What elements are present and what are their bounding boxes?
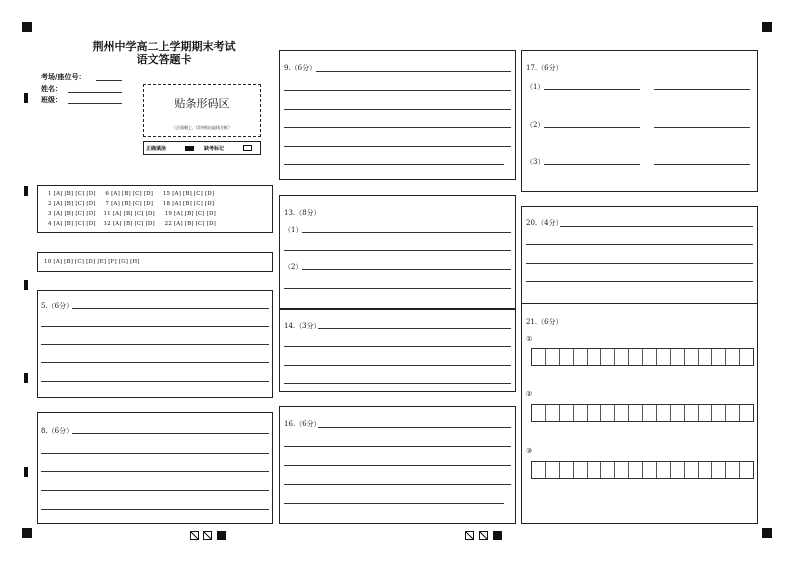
answer-line[interactable] [41, 344, 269, 345]
answer-box-q8 [37, 412, 273, 524]
grid-cell[interactable] [712, 405, 726, 421]
grid-cell[interactable] [740, 405, 753, 421]
choice-row-10[interactable]: 10 [A] [B] [C] [D] [E] [F] [G] [H] [44, 259, 140, 265]
answer-line[interactable] [284, 90, 511, 91]
choice-row[interactable]: 1 [A] [B] [C] [D] 6 [A] [B] [C] [D] 15 [A] [B] [C] [D] [48, 191, 215, 197]
grid-cell[interactable] [726, 349, 740, 365]
grid-cell[interactable] [685, 462, 699, 478]
grid-cell[interactable] [685, 349, 699, 365]
grid-cell[interactable] [712, 349, 726, 365]
answer-box-q20 [521, 206, 758, 304]
answer-line[interactable] [654, 89, 750, 90]
grid-cell[interactable] [588, 405, 602, 421]
exam-subtitle: 语文答题卡 [136, 53, 192, 66]
answer-box-q13 [279, 195, 516, 309]
grid-cell[interactable] [546, 462, 560, 478]
answer-line[interactable] [284, 465, 511, 466]
fill-legend [143, 141, 261, 155]
timing-mark [217, 531, 226, 540]
answer-line[interactable] [284, 146, 511, 147]
answer-line[interactable] [41, 490, 269, 491]
grid-cell[interactable] [671, 349, 685, 365]
answer-line[interactable] [654, 127, 750, 128]
sub-question-label: （1） [526, 83, 545, 91]
timing-mark [203, 531, 212, 540]
choice-10-block [37, 252, 273, 272]
side-tick [24, 93, 28, 103]
question-label-q14: 14.（3分） [284, 322, 321, 330]
answer-line[interactable] [302, 269, 511, 270]
answer-box-q17 [521, 50, 758, 192]
grid-cell[interactable] [615, 405, 629, 421]
answer-line[interactable] [544, 164, 640, 165]
grid-cell[interactable] [657, 405, 671, 421]
answer-line[interactable] [284, 383, 511, 384]
answer-line[interactable] [284, 288, 511, 289]
grid-cell[interactable] [643, 349, 657, 365]
grid-cell[interactable] [726, 462, 740, 478]
barcode-title: 贴条形码区 [174, 97, 230, 110]
side-tick [24, 186, 28, 196]
exam-seat-label: 考场/座位号： [41, 72, 86, 81]
timing-mark [465, 531, 474, 540]
grid-cell[interactable] [629, 405, 643, 421]
side-tick [24, 280, 28, 290]
corner-mark-bottom-left [22, 528, 32, 538]
grid-cell[interactable] [699, 349, 713, 365]
grid-cell[interactable] [560, 349, 574, 365]
answer-line[interactable] [544, 127, 640, 128]
answer-line[interactable] [284, 484, 511, 485]
answer-line[interactable] [318, 427, 511, 428]
answer-line[interactable] [41, 362, 269, 363]
answer-line[interactable] [560, 226, 753, 227]
grid-cell[interactable] [685, 405, 699, 421]
grid-cell[interactable] [560, 462, 574, 478]
timing-mark [479, 531, 488, 540]
grid-cell[interactable] [546, 349, 560, 365]
sub-question-label: ① [526, 335, 533, 343]
grid-cell[interactable] [588, 349, 602, 365]
side-tick [24, 373, 28, 383]
choice-row[interactable]: 3 [A] [B] [C] [D] 11 [A] [B] [C] [D] 19 [A] [B] [C] [D] [48, 211, 217, 217]
answer-line[interactable] [72, 433, 269, 434]
grid-cell[interactable] [574, 462, 588, 478]
sub-question-label: ③ [526, 447, 533, 455]
timing-mark [493, 531, 502, 540]
sub-question-label: （2） [284, 263, 303, 271]
sub-question-label: ② [526, 390, 533, 398]
absent-mark-box[interactable] [243, 145, 252, 151]
corner-mark-top-left [22, 22, 32, 32]
grid-cell[interactable] [574, 405, 588, 421]
grid-cell[interactable] [740, 349, 753, 365]
answer-box-q21 [521, 303, 758, 524]
question-label-q9: 9.（6分） [284, 64, 317, 72]
answer-line[interactable] [302, 232, 511, 233]
character-grid[interactable] [531, 404, 754, 422]
answer-line[interactable] [316, 71, 511, 72]
answer-line[interactable] [284, 250, 511, 251]
grid-cell[interactable] [629, 349, 643, 365]
answer-box-q9 [279, 50, 516, 180]
exam-seat-field[interactable] [96, 80, 122, 81]
correct-fill-label: 正确填涂 [146, 146, 167, 152]
answer-line[interactable] [284, 365, 511, 366]
name-label: 姓名： [41, 84, 62, 93]
answer-line[interactable] [284, 127, 511, 128]
grid-cell[interactable] [532, 462, 546, 478]
question-label-q13: 13.（8分） [284, 209, 321, 217]
timing-mark [190, 531, 199, 540]
answer-line[interactable] [654, 164, 750, 165]
answer-line[interactable] [284, 109, 511, 110]
side-tick [24, 467, 28, 477]
grid-cell[interactable] [601, 349, 615, 365]
answer-line[interactable] [544, 89, 640, 90]
grid-cell[interactable] [546, 405, 560, 421]
answer-line[interactable] [41, 381, 269, 382]
grid-cell[interactable] [532, 349, 546, 365]
question-label-q16: 16.（6分） [284, 420, 321, 428]
absent-mark-label: 缺考标记 [204, 146, 225, 152]
answer-line[interactable] [526, 263, 753, 264]
answer-box-q5 [37, 290, 273, 398]
barcode-area [143, 84, 261, 137]
sub-question-label: （2） [526, 121, 545, 129]
answer-line[interactable] [41, 509, 269, 510]
grid-cell[interactable] [601, 405, 615, 421]
choice-block [37, 185, 273, 233]
question-label-q20: 20.（4分） [526, 219, 563, 227]
grid-cell[interactable] [560, 405, 574, 421]
grid-cell[interactable] [643, 462, 657, 478]
grid-cell[interactable] [657, 349, 671, 365]
grid-cell[interactable] [588, 462, 602, 478]
answer-line[interactable] [284, 503, 504, 504]
grid-cell[interactable] [629, 462, 643, 478]
grid-cell[interactable] [657, 462, 671, 478]
class-label: 班级： [41, 95, 62, 104]
corner-mark-bottom-right [762, 528, 772, 538]
grid-cell[interactable] [574, 349, 588, 365]
grid-cell[interactable] [740, 462, 753, 478]
corner-mark-top-right [762, 22, 772, 32]
class-field[interactable] [68, 103, 122, 104]
grid-cell[interactable] [726, 405, 740, 421]
grid-cell[interactable] [671, 462, 685, 478]
correct-fill-sample [185, 146, 194, 151]
character-grid[interactable] [531, 461, 754, 479]
grid-cell[interactable] [532, 405, 546, 421]
grid-cell[interactable] [643, 405, 657, 421]
grid-cell[interactable] [601, 462, 615, 478]
answer-line[interactable] [526, 281, 753, 282]
sub-question-label: （1） [284, 226, 303, 234]
sub-question-label: （3） [526, 158, 545, 166]
question-label-q5: 5.（6分） [41, 302, 74, 310]
answer-line[interactable] [41, 326, 269, 327]
answer-line[interactable] [284, 164, 504, 165]
answer-line[interactable] [526, 244, 753, 245]
grid-cell[interactable] [615, 349, 629, 365]
grid-cell[interactable] [699, 405, 713, 421]
answer-box-q14 [279, 309, 516, 392]
exam-title: 荆州中学高二上学期期末考试 [92, 40, 236, 53]
answer-line[interactable] [284, 346, 511, 347]
answer-line[interactable] [41, 453, 269, 454]
answer-line[interactable] [284, 446, 511, 447]
question-label-q8: 8.（6分） [41, 427, 74, 435]
choice-row[interactable]: 2 [A] [B] [C] [D] 7 [A] [B] [C] [D] 18 [A] [B] [C] [D] [48, 201, 215, 207]
name-field[interactable] [68, 92, 122, 93]
grid-cell[interactable] [671, 405, 685, 421]
grid-cell[interactable] [699, 462, 713, 478]
choice-row[interactable]: 4 [A] [B] [C] [D] 12 [A] [B] [C] [D] 22 [A] [B] [C] [D] [48, 221, 217, 227]
character-grid[interactable] [531, 348, 754, 366]
grid-cell[interactable] [615, 462, 629, 478]
answer-line[interactable] [41, 471, 269, 472]
answer-line[interactable] [318, 328, 511, 329]
answer-line[interactable] [72, 308, 269, 309]
barcode-note: （正面朝上，切勿贴出虚线方框） [172, 125, 232, 130]
grid-cell[interactable] [712, 462, 726, 478]
question-label-q21: 21.（6分） [526, 318, 563, 326]
answer-box-q16 [279, 406, 516, 524]
question-label-q17: 17.（6分） [526, 64, 563, 72]
